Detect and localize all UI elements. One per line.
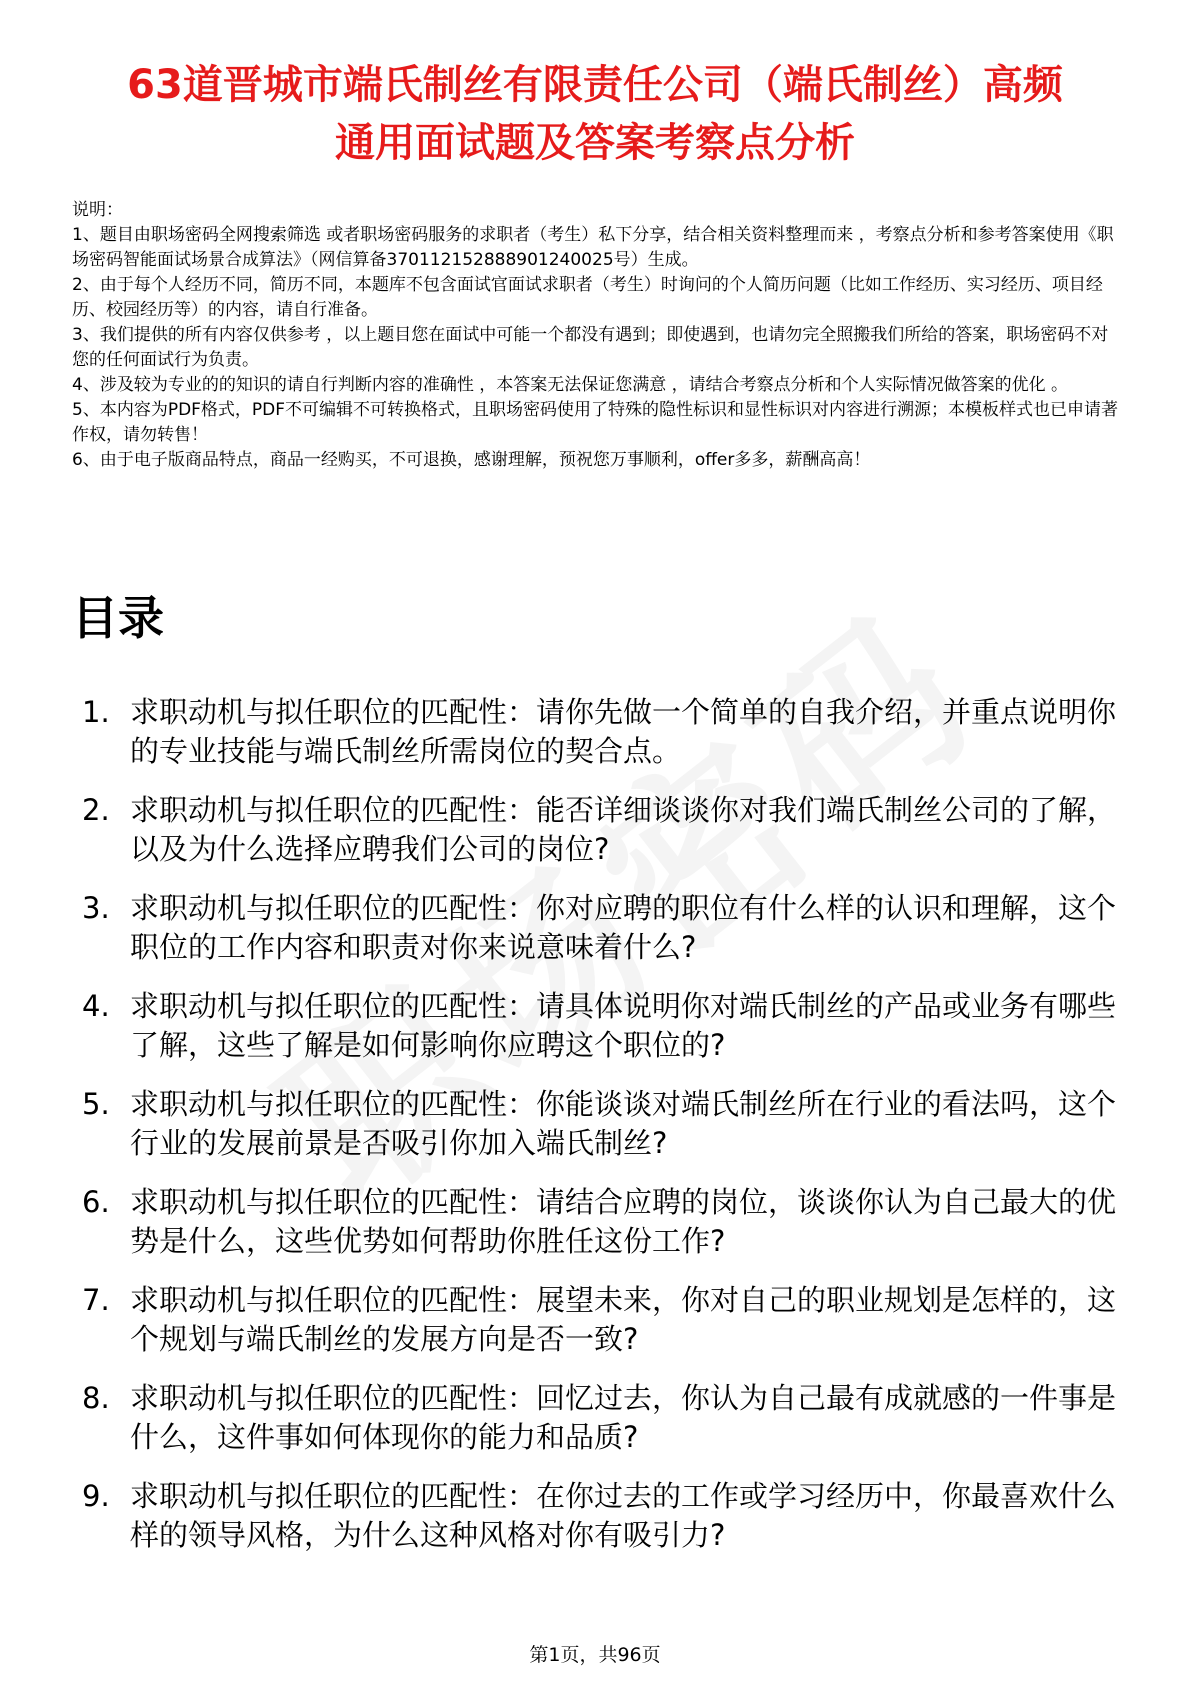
toc-item-text: 求职动机与拟任职位的匹配性：在你过去的工作或学习经历中，你最喜欢什么样的领导风格，为什么这种风格对你有吸引力? xyxy=(130,1479,1117,1552)
toc-item-number: 9. xyxy=(82,1479,110,1513)
toc-item-text: 求职动机与拟任职位的匹配性：能否详细谈谈你对我们端氏制丝公司的了解，以及为什么选择应聘我们公司的岗位? xyxy=(130,793,1117,866)
toc-item-text: 求职动机与拟任职位的匹配性：你对应聘的职位有什么样的认识和理解，这个职位的工作内容和职责对你来说意味着什么? xyxy=(130,891,1117,964)
toc-item[interactable] xyxy=(72,987,1122,1085)
toc-item[interactable] xyxy=(72,1281,1122,1379)
toc-item-text: 求职动机与拟任职位的匹配性：回忆过去，你认为自己最有成就感的一件事是什么，这件事如何体现你的能力和品质? xyxy=(130,1381,1117,1454)
notice-item: 3、我们提供的所有内容仅供参考 ，以上题目您在面试中可能一个都没有遇到；即使遇到，也请勿完全照搬我们所给的答案，职场密码不对您的任何面试行为负责。 xyxy=(72,325,1109,370)
toc-item-text: 求职动机与拟任职位的匹配性：请具体说明你对端氏制丝的产品或业务有哪些了解，这些了解是如何影响你应聘这个职位的? xyxy=(130,989,1117,1062)
toc-item-number: 8. xyxy=(82,1381,110,1415)
notice-item: 4、涉及较为专业的的知识的请自行判断内容的准确性 ，本答案无法保证您满意 ，请结合考察点分析和个人实际情况做答案的优化 。 xyxy=(72,375,1069,395)
notice-item: 5、本内容为PDF格式，PDF不可编辑不可转换格式，且职场密码使用了特殊的隐性标识和显性标识对内容进行溯源；本模板样式也已申请著作权，请勿转售！ xyxy=(72,400,1119,445)
toc-item-number: 1. xyxy=(82,695,110,729)
document-title: 63道晋城市端氏制丝有限责任公司（端氏制丝）高频通用面试题及答案考察点分析 xyxy=(127,62,1063,166)
toc-item[interactable] xyxy=(72,791,1122,889)
toc-heading: 目录 xyxy=(72,591,164,645)
notice-item: 1、题目由职场密码全网搜索筛选 或者职场密码服务的求职者（考生）私下分享，结合相关资料整理而来 ，考察点分析和参考答案使用《职场密码智能面试场景合成算法》（网信算备370112152888901240025号）生成。 xyxy=(72,225,1114,270)
toc-item[interactable] xyxy=(72,1379,1122,1477)
toc-item[interactable] xyxy=(72,1085,1122,1183)
toc-item-number: 4. xyxy=(82,989,110,1023)
toc-item[interactable] xyxy=(72,889,1122,987)
toc-item-text: 求职动机与拟任职位的匹配性：请你先做一个简单的自我介绍，并重点说明你的专业技能与端氏制丝所需岗位的契合点。 xyxy=(130,695,1117,768)
toc-item[interactable] xyxy=(72,693,1122,791)
toc-item[interactable] xyxy=(72,1183,1122,1281)
toc-item-text: 求职动机与拟任职位的匹配性：你能谈谈对端氏制丝所在行业的看法吗，这个行业的发展前景是否吸引你加入端氏制丝? xyxy=(130,1087,1117,1160)
toc-item-number: 5. xyxy=(82,1087,110,1121)
toc-item-number: 3. xyxy=(82,891,110,925)
page-footer: 第1页，共96页 xyxy=(529,1644,661,1666)
notice-item: 2、由于每个人经历不同，简历不同，本题库不包含面试官面试求职者（考生）时询问的个人简历问题（比如工作经历、实习经历、项目经历、校园经历等）的内容，请自行准备。 xyxy=(72,275,1103,320)
toc-item-text: 求职动机与拟任职位的匹配性：展望未来，你对自己的职业规划是怎样的，这个规划与端氏制丝的发展方向是否一致? xyxy=(130,1283,1117,1356)
notice-section xyxy=(72,198,1122,473)
toc-item-text: 求职动机与拟任职位的匹配性：请结合应聘的岗位，谈谈你认为自己最大的优势是什么，这些优势如何帮助你胜任这份工作? xyxy=(130,1185,1117,1258)
notice-heading: 说明： xyxy=(72,200,123,220)
toc-list xyxy=(72,693,1122,1575)
toc-item-number: 7. xyxy=(82,1283,110,1317)
toc-item-number: 2. xyxy=(82,793,110,827)
toc-item-number: 6. xyxy=(82,1185,110,1219)
notice-item: 6、由于电子版商品特点，商品一经购买，不可退换，感谢理解，预祝您万事顺利，offer多多，薪酬高高！ xyxy=(72,450,871,470)
toc-item[interactable] xyxy=(72,1477,1122,1575)
